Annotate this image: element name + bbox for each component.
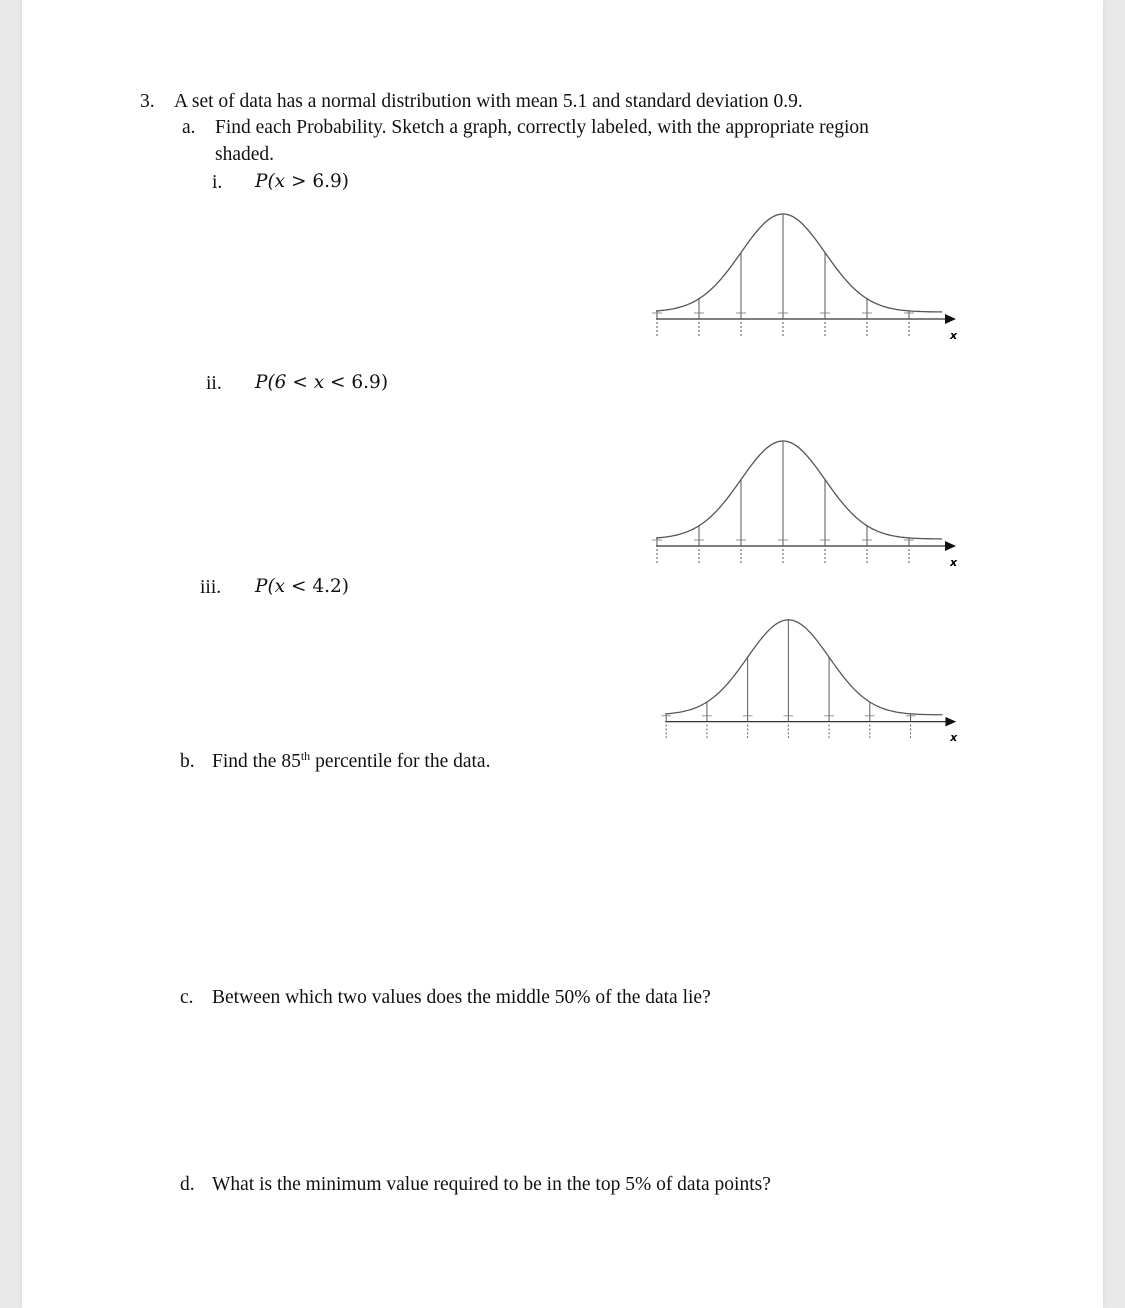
x-axis-arrowhead <box>945 314 956 324</box>
part-a-instruction-line1: Find each Probability. Sketch a graph, correctly labeled, with the appropriate region <box>215 117 869 138</box>
x-axis-arrowhead <box>945 717 956 727</box>
curve-group <box>661 620 956 738</box>
x-axis-arrowhead <box>945 541 956 551</box>
axis-label-x: x <box>950 329 958 342</box>
part-b-text-after: percentile for the data. <box>310 751 491 772</box>
worksheet-page <box>22 0 1103 1308</box>
item-ii-numeral: ii. <box>206 373 222 394</box>
bell-curve <box>656 441 942 539</box>
normal-curve-graph-3 <box>640 609 960 749</box>
part-d-text: What is the minimum value required to be in the top 5% of data points? <box>212 1174 771 1195</box>
part-c-text: Between which two values does the middle 50% of the data lie? <box>212 987 711 1008</box>
prob-relation: > 6.9) <box>285 171 350 192</box>
normal-curve-graph-2 <box>630 432 960 572</box>
question-number: 3. <box>140 91 155 112</box>
prob-open: P( <box>255 576 275 597</box>
prob-open: P(6 < <box>255 372 314 393</box>
normal-curve-graph-1 <box>630 205 960 345</box>
variable-x: x <box>274 171 286 192</box>
part-b-text-before: Find the 85 <box>212 751 301 772</box>
part-a-instruction-line2: shaded. <box>215 144 275 165</box>
variable-x: x <box>313 372 325 393</box>
axis-label-x: x <box>950 731 958 745</box>
question-stem: A set of data has a normal distribution with mean 5.1 and standard deviation 0.9. <box>174 91 803 112</box>
part-a-letter: a. <box>182 117 196 138</box>
part-d-letter: d. <box>180 1174 195 1195</box>
item-ii-probability <box>255 374 388 393</box>
bell-curve <box>665 620 942 715</box>
prob-relation: < 4.2) <box>285 576 350 597</box>
bell-curve <box>656 214 942 312</box>
item-iii-numeral: iii. <box>200 577 222 598</box>
curve-group <box>652 214 956 336</box>
part-b-letter: b. <box>180 751 195 772</box>
curve-group <box>652 441 956 563</box>
prob-relation: < 6.9) <box>324 372 389 393</box>
item-i-numeral: i. <box>212 172 223 193</box>
item-i-probability <box>255 173 349 192</box>
part-b-text <box>212 749 491 772</box>
part-b-superscript: th <box>300 749 311 763</box>
part-c-letter: c. <box>180 987 194 1008</box>
variable-x: x <box>274 576 286 597</box>
prob-open: P( <box>255 171 275 192</box>
axis-label-x: x <box>950 556 958 569</box>
item-iii-probability <box>255 578 349 597</box>
